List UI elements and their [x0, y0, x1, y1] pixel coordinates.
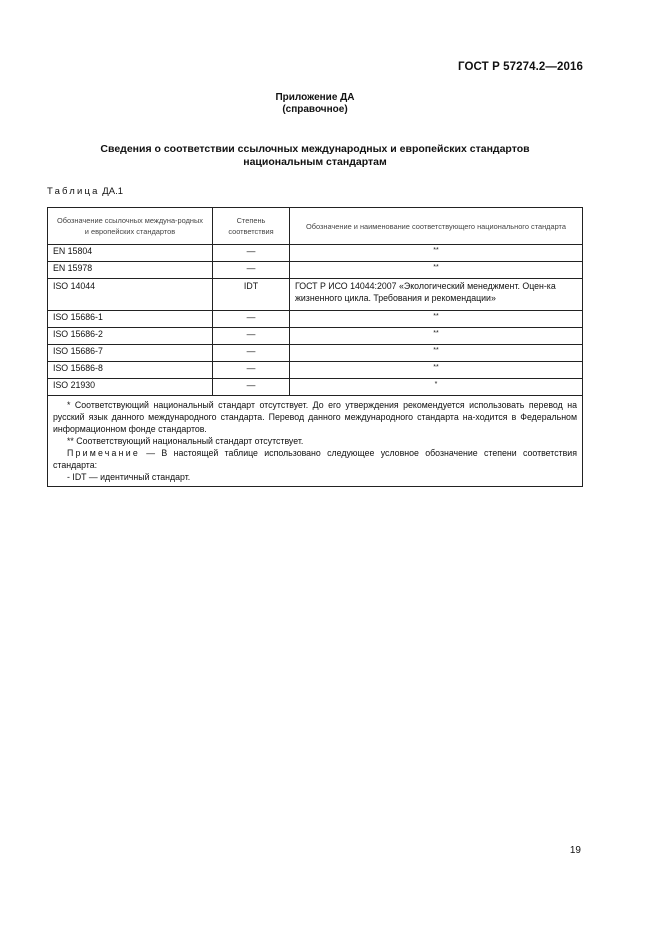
note-item: - IDT — идентичный стандарт.: [67, 472, 191, 482]
note-text: — В настоящей таблице использовано следующее условное обозначение степени соответствия стандарта:: [53, 448, 577, 470]
footnote-double-star: ** Соответствующий национальный стандарт отсутствует.: [67, 436, 304, 446]
table-caption: [47, 186, 123, 197]
table-caption-number: ДА.1: [102, 186, 123, 197]
correspondence-table: [47, 207, 583, 487]
table-row: [48, 245, 583, 262]
cell-reference: EN 15804: [48, 245, 213, 262]
table-row: [48, 311, 583, 328]
header-national-standard: Обозначение и наименование соответствующего национального стандарта: [290, 208, 583, 245]
cell-reference: ISO 21930: [48, 379, 213, 396]
document-title: [0, 143, 630, 169]
table-header-row: [48, 208, 583, 245]
cell-national: **: [290, 262, 583, 279]
cell-degree: —: [213, 262, 290, 279]
table-notes: [48, 396, 583, 487]
table-row: [48, 279, 583, 311]
table-caption-word: Таблица: [47, 186, 100, 197]
table-note: [53, 447, 577, 471]
standard-code: ГОСТ Р 57274.2—2016: [458, 61, 583, 73]
appendix-subtitle: (справочное): [282, 104, 348, 115]
cell-national: **: [290, 362, 583, 379]
cell-degree: —: [213, 345, 290, 362]
cell-degree: —: [213, 379, 290, 396]
cell-national: **: [290, 345, 583, 362]
cell-degree: IDT: [213, 279, 290, 311]
table-row: [48, 328, 583, 345]
cell-reference: ISO 15686-1: [48, 311, 213, 328]
cell-national: *: [290, 379, 583, 396]
header-degree: Степень соответствия: [213, 208, 290, 245]
appendix-heading: [0, 92, 630, 116]
appendix-title: Приложение ДА: [275, 92, 355, 103]
document-title-line-2: национальным стандартам: [243, 156, 387, 168]
footnote-single-star: * Соответствующий национальный стандарт отсутствует. До его утверждения рекомендуется использовать перевод на русский язык данного международного стандарта. Перевод данного международного стандарта на-ходится в Федеральном информационном фонде стандартов.: [53, 400, 577, 434]
table-row: [48, 262, 583, 279]
note-word: Примечание: [67, 448, 140, 458]
cell-reference: ISO 15686-2: [48, 328, 213, 345]
cell-reference: ISO 15686-8: [48, 362, 213, 379]
cell-degree: —: [213, 328, 290, 345]
cell-reference: ISO 15686-7: [48, 345, 213, 362]
cell-national: ГОСТ Р ИСО 14044:2007 «Экологический менеджмент. Оцен-ка жизненного цикла. Требования и рекомендации»: [290, 279, 583, 311]
cell-reference: ISO 14044: [48, 279, 213, 311]
table-notes-row: [48, 396, 583, 487]
table-row: [48, 362, 583, 379]
cell-national: **: [290, 328, 583, 345]
table-row: [48, 379, 583, 396]
cell-national: **: [290, 245, 583, 262]
cell-degree: —: [213, 245, 290, 262]
page-number: 19: [569, 845, 581, 856]
table-row: [48, 345, 583, 362]
cell-degree: —: [213, 362, 290, 379]
cell-degree: —: [213, 311, 290, 328]
cell-reference: EN 15978: [48, 262, 213, 279]
cell-national: **: [290, 311, 583, 328]
header-reference-standard: Обозначение ссылочных междуна-родных и европейских стандартов: [48, 208, 213, 245]
document-title-line-1: Сведения о соответствии ссылочных международных и европейских стандартов: [100, 143, 530, 155]
